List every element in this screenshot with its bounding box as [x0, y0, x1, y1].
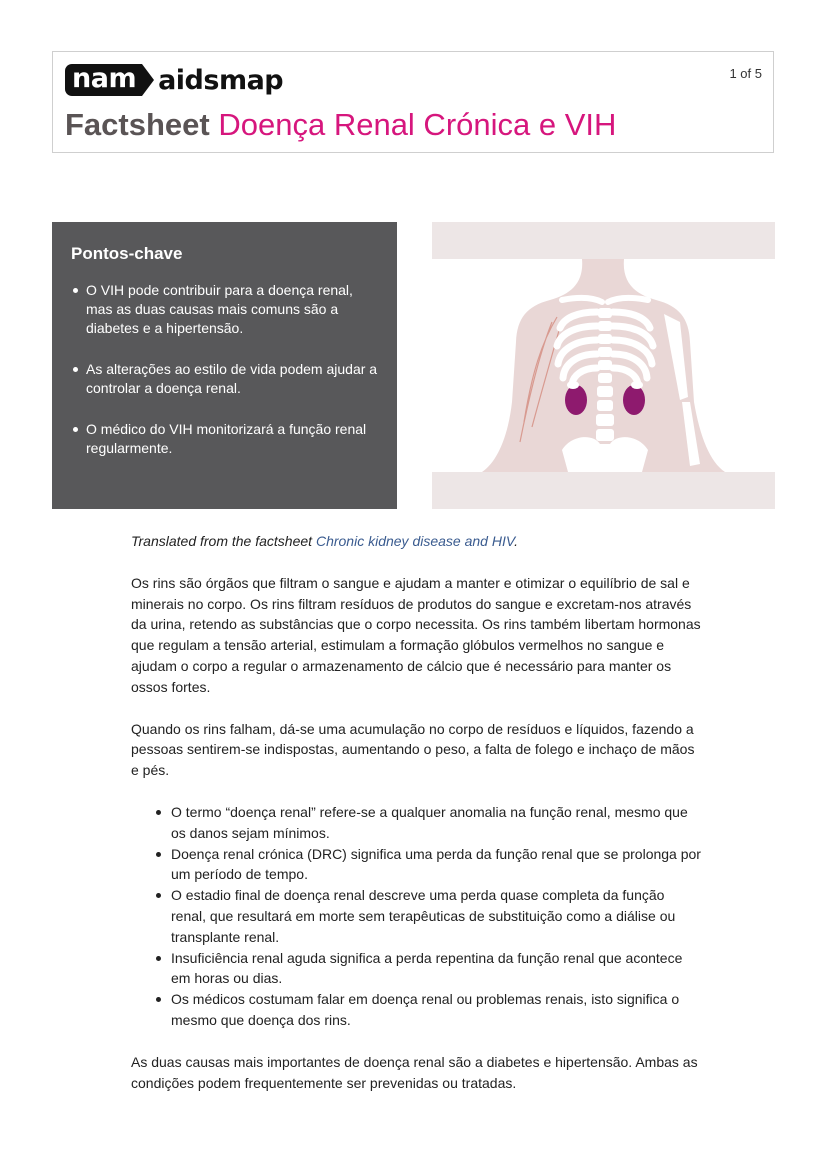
list-item: Insuficiência renal aguda significa a perda repentina da função renal que acontece em horas ou dias. — [154, 948, 701, 990]
list-item: O estadio final de doença renal descreve uma perda quase completa da função renal, que resultará em morte sem terapêuticas de substituição como a diálise ou transplante renal. — [154, 885, 701, 947]
main-content — [131, 531, 701, 1114]
logo-aidsmap-text: aidsmap — [158, 64, 284, 96]
translated-suffix: . — [514, 533, 519, 549]
page-title — [65, 107, 616, 143]
definitions-list — [154, 802, 701, 1031]
body-paragraph: Quando os rins falham, dá-se uma acumulação no corpo de resíduos e líquidos, fazendo a pessoas sentirem-se indispostas, aumentando o peso, a falta de folego e inchaço de mãos e pés. — [131, 720, 695, 779]
logo-arrow-icon — [142, 64, 154, 96]
key-point-item: As alterações ao estilo de vida podem ajudar a controlar a doença renal. — [71, 360, 379, 398]
title-label: Factsheet — [65, 107, 210, 142]
logo-nam-text: nam — [65, 64, 142, 96]
key-points-heading: Pontos-chave — [71, 244, 183, 263]
translated-prefix: Translated from the factsheet — [131, 533, 316, 549]
left-kidney-icon — [565, 385, 587, 415]
list-item: Os médicos costumam falar em doença renal ou problemas renais, isto significa o mesmo que doença dos rins. — [154, 989, 701, 1031]
key-point-item: O VIH pode contribuir para a doença renal, mas as duas causas mais comuns são a diabetes e a hipertensão. — [71, 281, 379, 338]
translated-from-line — [131, 531, 701, 552]
title-text: Doença Renal Crónica e VIH — [218, 107, 617, 142]
header — [52, 51, 774, 153]
nam-aidsmap-logo[interactable] — [65, 64, 283, 96]
key-points-panel — [52, 222, 397, 509]
key-points-list — [71, 281, 379, 458]
list-item: Doença renal crónica (DRC) significa uma perda da função renal que se prolonga por um período de tempo. — [154, 844, 701, 886]
torso-kidneys-illustration — [432, 222, 775, 509]
key-point-item: O médico do VIH monitorizará a função renal regularmente. — [71, 420, 379, 458]
right-kidney-icon — [623, 385, 645, 415]
illustration-svg — [432, 222, 775, 509]
list-item: O termo “doença renal” refere-se a qualquer anomalia na função renal, mesmo que os danos sejam mínimos. — [154, 802, 701, 844]
page-indicator: 1 of 5 — [729, 66, 762, 81]
source-factsheet-link[interactable]: Chronic kidney disease and HIV — [315, 533, 515, 549]
body-paragraph: As duas causas mais importantes de doença renal são a diabetes e hipertensão. Ambas as condições podem frequentemente ser prevenidas ou tratadas. — [131, 1053, 698, 1091]
body-paragraph: Os rins são órgãos que filtram o sangue e ajudam a manter e otimizar o equilíbrio de sal e minerais no corpo. Os rins filtram resíduos de produtos do sangue e excretam-nos através da urina, retendo as substâncias que o corpo necessita. Os rins também libertam hormonas que regulam a tensão arterial, estimulam a formação glóbulos vermelhos no sangue e ajudam o corpo a regular o armazenamento de cálcio que é necessário para manter os ossos fortes. — [131, 574, 701, 695]
